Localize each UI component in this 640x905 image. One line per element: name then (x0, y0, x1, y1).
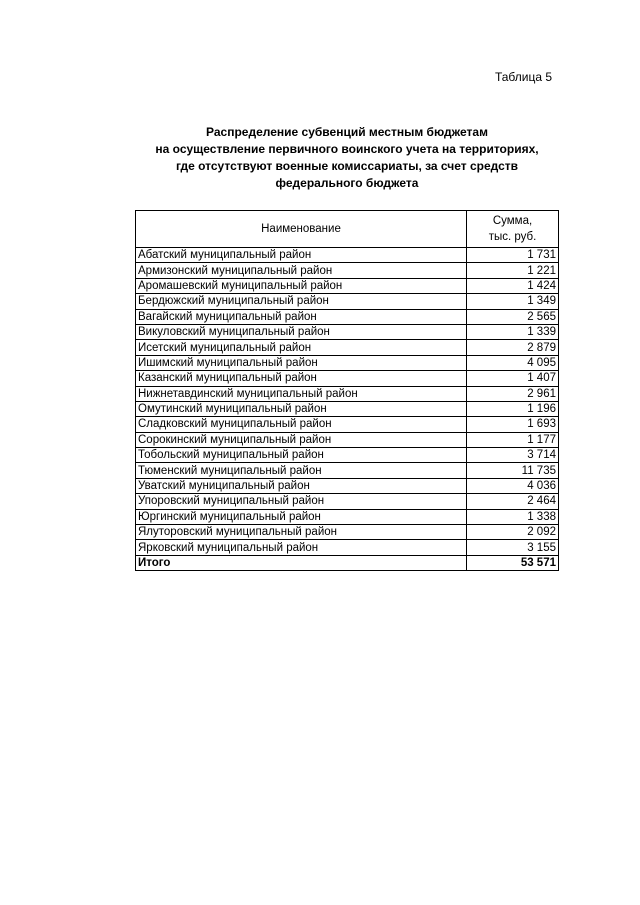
row-name: Абатский муниципальный район (136, 248, 467, 263)
row-name: Викуловский муниципальный район (136, 324, 467, 339)
subsidy-table (135, 210, 559, 571)
row-name: Бердюжский муниципальный район (136, 294, 467, 309)
row-name: Юргинский муниципальный район (136, 509, 467, 524)
table-row (136, 278, 559, 293)
header-name: Наименование (136, 211, 467, 248)
table-row (136, 386, 559, 401)
table-row (136, 263, 559, 278)
table-row (136, 371, 559, 386)
row-sum: 2 961 (467, 386, 559, 401)
row-name: Сорокинский муниципальный район (136, 432, 467, 447)
row-sum: 1 221 (467, 263, 559, 278)
row-sum: 2 565 (467, 309, 559, 324)
row-name: Сладковский муниципальный район (136, 417, 467, 432)
total-sum: 53 571 (467, 555, 559, 570)
table-row (136, 309, 559, 324)
row-name: Нижнетавдинский муниципальный район (136, 386, 467, 401)
row-sum: 2 464 (467, 494, 559, 509)
row-sum: 1 407 (467, 371, 559, 386)
row-name: Исетский муниципальный район (136, 340, 467, 355)
row-name: Тюменский муниципальный район (136, 463, 467, 478)
table-row (136, 432, 559, 447)
table-row (136, 478, 559, 493)
header-sum-line2: тыс. руб. (488, 231, 537, 243)
row-sum: 3 155 (467, 540, 559, 555)
total-row (136, 555, 559, 570)
row-name: Тобольский муниципальный район (136, 448, 467, 463)
row-name: Ялуторовский муниципальный район (136, 525, 467, 540)
table-row (136, 401, 559, 416)
row-name: Омутинский муниципальный район (136, 401, 467, 416)
table-row (136, 248, 559, 263)
row-name: Аромашевский муниципальный район (136, 278, 467, 293)
title-line: Распределение субвенций местным бюджетам (206, 125, 488, 139)
row-sum: 2 879 (467, 340, 559, 355)
row-name: Упоровский муниципальный район (136, 494, 467, 509)
row-sum: 4 095 (467, 355, 559, 370)
total-label: Итого (136, 555, 467, 570)
row-name: Ярковский муниципальный район (136, 540, 467, 555)
table-row (136, 417, 559, 432)
header-sum-line1: Сумма, (492, 215, 533, 227)
table-row (136, 540, 559, 555)
row-sum: 11 735 (467, 463, 559, 478)
row-sum: 1 349 (467, 294, 559, 309)
table-row (136, 294, 559, 309)
row-sum: 1 731 (467, 248, 559, 263)
document-title (0, 124, 640, 192)
table-row (136, 494, 559, 509)
title-line: где отсутствуют военные комиссариаты, за счет средств (175, 159, 519, 173)
table-row (136, 525, 559, 540)
row-sum: 3 714 (467, 448, 559, 463)
row-sum: 1 196 (467, 401, 559, 416)
row-sum: 1 693 (467, 417, 559, 432)
row-sum: 2 092 (467, 525, 559, 540)
table-row (136, 509, 559, 524)
table-row (136, 355, 559, 370)
row-sum: 1 424 (467, 278, 559, 293)
row-name: Ишимский муниципальный район (136, 355, 467, 370)
row-sum: 1 339 (467, 324, 559, 339)
row-name: Армизонский муниципальный район (136, 263, 467, 278)
table-header-row (136, 211, 559, 248)
row-name: Уватский муниципальный район (136, 478, 467, 493)
table-row (136, 448, 559, 463)
header-sum (467, 211, 559, 248)
row-name: Вагайский муниципальный район (136, 309, 467, 324)
title-line: на осуществление первичного воинского учета на территориях, (155, 142, 539, 156)
table-number-label: Таблица 5 (494, 70, 552, 84)
table-row (136, 340, 559, 355)
row-sum: 1 338 (467, 509, 559, 524)
table-row (136, 324, 559, 339)
table-row (136, 463, 559, 478)
row-sum: 4 036 (467, 478, 559, 493)
row-sum: 1 177 (467, 432, 559, 447)
row-name: Казанский муниципальный район (136, 371, 467, 386)
title-line: федерального бюджета (275, 176, 419, 190)
